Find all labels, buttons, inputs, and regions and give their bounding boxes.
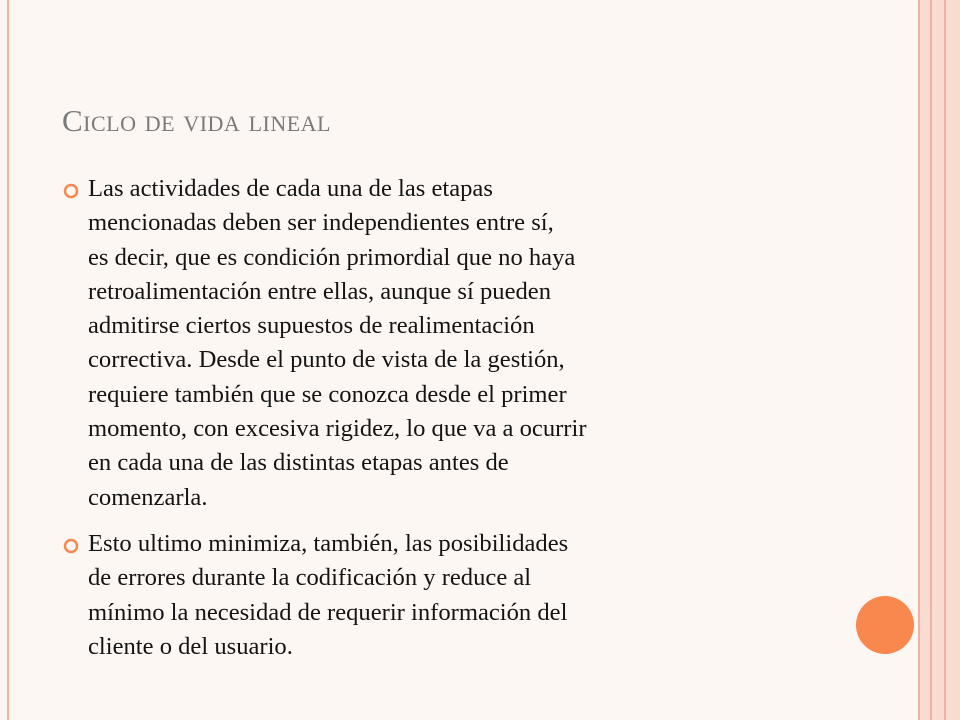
bullet-text: Esto ultimo minimiza, también, las posibilidades de errores durante la codificación y reduce al mínimo la necesidad de requerir información del cliente o del usuario. — [88, 529, 569, 660]
bullet-item — [58, 527, 848, 664]
frame-left-line — [7, 0, 9, 720]
slide-title: Ciclo de vida lineal — [62, 103, 331, 138]
frame-right-line — [944, 0, 946, 720]
bullet-text: Las actividades de cada una de las etapas mencionadas deben ser independientes entre sí, es decir, que es condición primordial que no haya retroalimentación entre ellas, aunque sí pueden admitirse ciertos supuestos de realimentación correctiva. Desde el punto de vista de la gestión, requiere también que se conozca desde el primer momento, con excesiva rigidez, lo que va a ocurrir en cada una de las distintas etapas antes de comenzarla. — [88, 175, 587, 511]
decorative-circle — [856, 596, 914, 654]
frame-right-inner-line — [918, 0, 920, 720]
hollow-orange-bullet-icon — [62, 537, 80, 555]
frame-right-band — [920, 0, 960, 720]
hollow-orange-bullet-icon — [62, 182, 80, 200]
slide-content — [58, 172, 848, 676]
frame-right-line — [930, 0, 932, 720]
bullet-item — [58, 172, 848, 515]
